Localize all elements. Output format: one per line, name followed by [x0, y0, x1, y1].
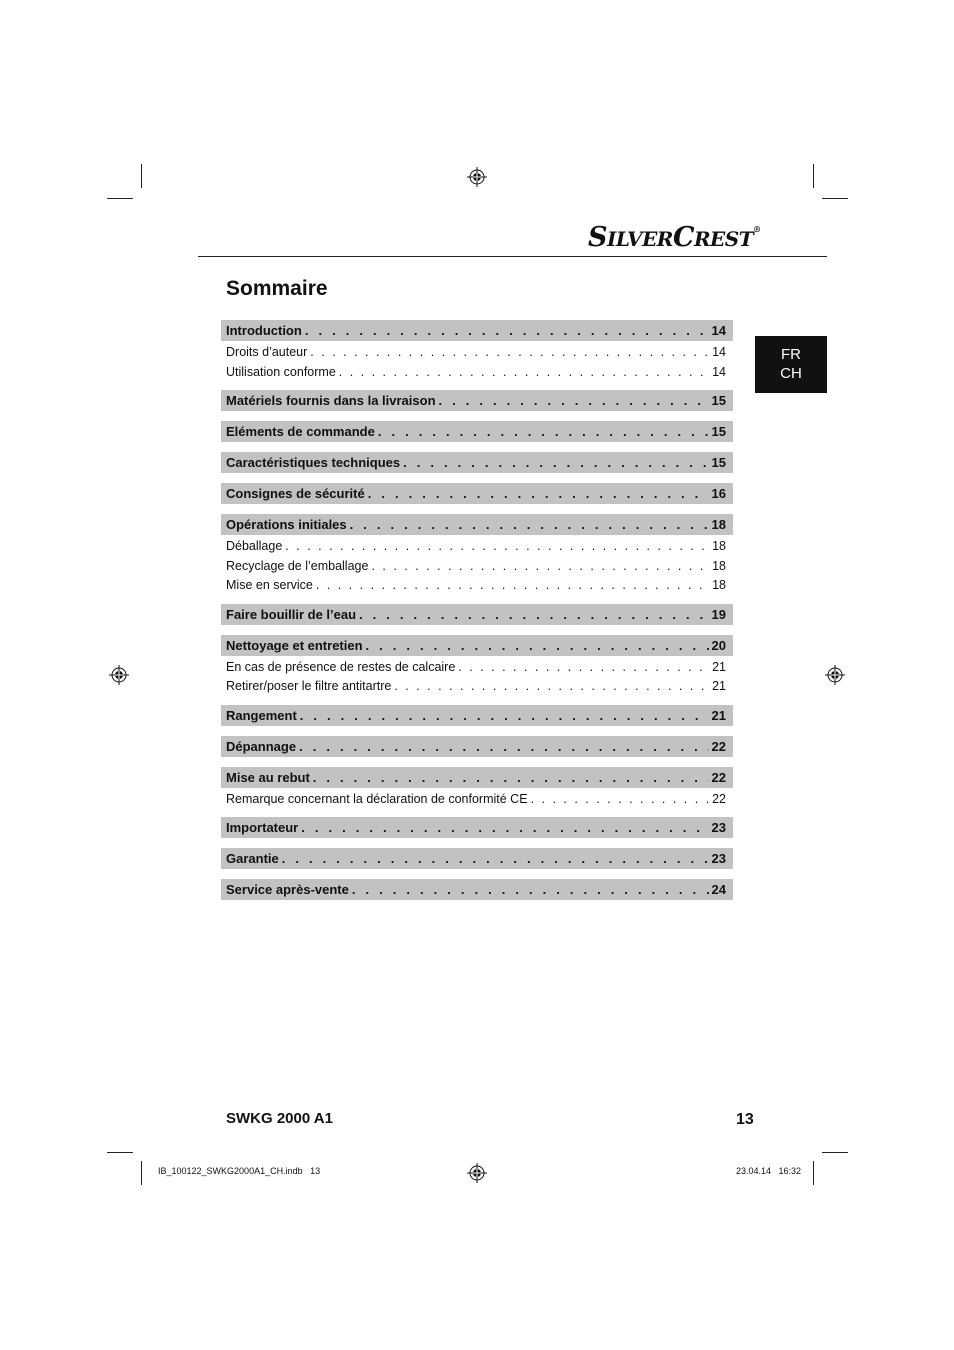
toc-label: En cas de présence de restes de calcaire: [226, 660, 456, 674]
toc-label: Introduction: [226, 323, 302, 338]
model-number: SWKG 2000 A1: [226, 1110, 333, 1127]
toc-leader: [313, 770, 709, 785]
toc-label: Importateur: [226, 820, 299, 835]
print-slug: IB_100122_SWKG2000A1_CH.indb 13: [158, 1166, 321, 1176]
toc-entry: [221, 390, 733, 411]
toc-page: 22: [711, 739, 726, 754]
toc-leader: [310, 345, 709, 359]
toc-label: Droits d’auteur: [226, 345, 308, 359]
toc-leader: [316, 578, 709, 592]
toc-entry: [221, 604, 733, 625]
logo-text: ILVER: [607, 227, 673, 251]
toc-label: Eléments de commande: [226, 424, 375, 439]
brand-logo: [588, 222, 761, 253]
language-code: CH: [780, 365, 802, 382]
toc-leader: [359, 607, 708, 622]
toc-entry: [221, 537, 733, 555]
toc-label: Remarque concernant la déclaration de conformité CE: [226, 792, 528, 806]
toc-leader: [378, 424, 709, 439]
toc-page: 14: [712, 365, 726, 379]
toc-label: Caractéristiques techniques: [226, 455, 401, 470]
toc-page: 14: [711, 323, 726, 338]
crop-mark: [822, 1152, 848, 1153]
toc-label: Retirer/poser le filtre antitartre: [226, 679, 392, 693]
crop-mark: [107, 1152, 133, 1153]
toc-entry: [221, 736, 733, 757]
toc-entry: [221, 514, 733, 535]
toc-leader: [350, 517, 709, 532]
toc-entry: [221, 817, 733, 838]
toc-page: 21: [711, 708, 726, 723]
registration-mark-icon: [467, 167, 487, 187]
toc-page: 21: [712, 660, 726, 674]
toc-label: Consignes de sécurité: [226, 486, 365, 501]
toc-page: 15: [711, 455, 726, 470]
toc-label: Faire bouillir de l’eau: [226, 607, 357, 622]
toc-page: 15: [711, 393, 726, 408]
toc-leader: [300, 708, 709, 723]
toc-label: Dépannage: [226, 739, 297, 754]
toc-entry: [221, 363, 733, 381]
toc-entry: [221, 879, 733, 900]
toc-label: Nettoyage et entretien: [226, 638, 363, 653]
logo-text: REST: [693, 227, 754, 251]
registered-mark: ®: [753, 224, 761, 234]
toc-page: 21: [712, 679, 726, 693]
toc-leader: [458, 660, 709, 674]
toc-page: 23: [711, 851, 726, 866]
toc-page: 20: [711, 638, 726, 653]
logo-letter: S: [588, 222, 607, 253]
toc-entry: [221, 767, 733, 788]
toc-entry: [221, 848, 733, 869]
toc-leader: [339, 365, 709, 379]
toc-leader: [371, 559, 709, 573]
toc-page: 18: [712, 539, 726, 553]
toc-entry: [221, 343, 733, 361]
toc-page: 23: [711, 820, 726, 835]
toc-label: Rangement: [226, 708, 297, 723]
toc-entry: [221, 452, 733, 473]
toc-page: 18: [712, 559, 726, 573]
toc-entry: [221, 421, 733, 442]
toc-entry: [221, 658, 733, 676]
toc-entry: [221, 677, 733, 695]
toc-entry: [221, 705, 733, 726]
toc-leader: [299, 739, 708, 754]
toc-leader: [352, 882, 709, 897]
toc-leader: [301, 820, 708, 835]
crop-mark: [813, 1161, 814, 1185]
toc-leader: [439, 393, 709, 408]
page-title: Sommaire: [226, 277, 328, 300]
toc-page: 15: [711, 424, 726, 439]
toc-label: Mise en service: [226, 578, 313, 592]
toc-leader: [531, 792, 710, 806]
toc-page: 24: [711, 882, 726, 897]
language-code: FR: [781, 346, 801, 363]
toc-label: Mise au rebut: [226, 770, 310, 785]
toc-label: Matériels fournis dans la livraison: [226, 393, 436, 408]
page-number: 13: [736, 1111, 754, 1128]
toc-label: Service après-vente: [226, 882, 349, 897]
toc-entry: [221, 635, 733, 656]
registration-mark-icon: [467, 1163, 487, 1183]
toc-entry: [221, 576, 733, 594]
crop-mark: [822, 198, 848, 199]
language-tab: [755, 336, 827, 393]
crop-mark: [813, 164, 814, 188]
header-rule: [198, 256, 827, 257]
toc-leader: [282, 851, 709, 866]
toc-leader: [366, 638, 709, 653]
toc-page: 18: [711, 517, 726, 532]
toc-entry: [221, 483, 733, 504]
toc-leader: [368, 486, 709, 501]
toc-page: 18: [712, 578, 726, 592]
toc-label: Déballage: [226, 539, 283, 553]
toc-page: 22: [711, 770, 726, 785]
toc-leader: [403, 455, 708, 470]
toc-leader: [305, 323, 709, 338]
print-timestamp: 23.04.14 16:32: [736, 1166, 802, 1176]
toc-page: 22: [712, 792, 726, 806]
registration-mark-icon: [825, 665, 845, 685]
crop-mark: [107, 198, 133, 199]
crop-mark: [141, 1161, 142, 1185]
toc-leader: [394, 679, 709, 693]
toc-page: 16: [711, 486, 726, 501]
registration-mark-icon: [109, 665, 129, 685]
toc-page: 19: [711, 607, 726, 622]
toc-label: Opérations initiales: [226, 517, 347, 532]
logo-letter: C: [672, 222, 694, 253]
toc-entry: [221, 557, 733, 575]
toc-label: Utilisation conforme: [226, 365, 336, 379]
toc-label: Garantie: [226, 851, 279, 866]
toc-page: 14: [712, 345, 726, 359]
toc-entry: [221, 320, 733, 341]
toc-entry: [221, 790, 733, 808]
toc-label: Recyclage de l’emballage: [226, 559, 369, 573]
toc-leader: [285, 539, 709, 553]
crop-mark: [141, 164, 142, 188]
